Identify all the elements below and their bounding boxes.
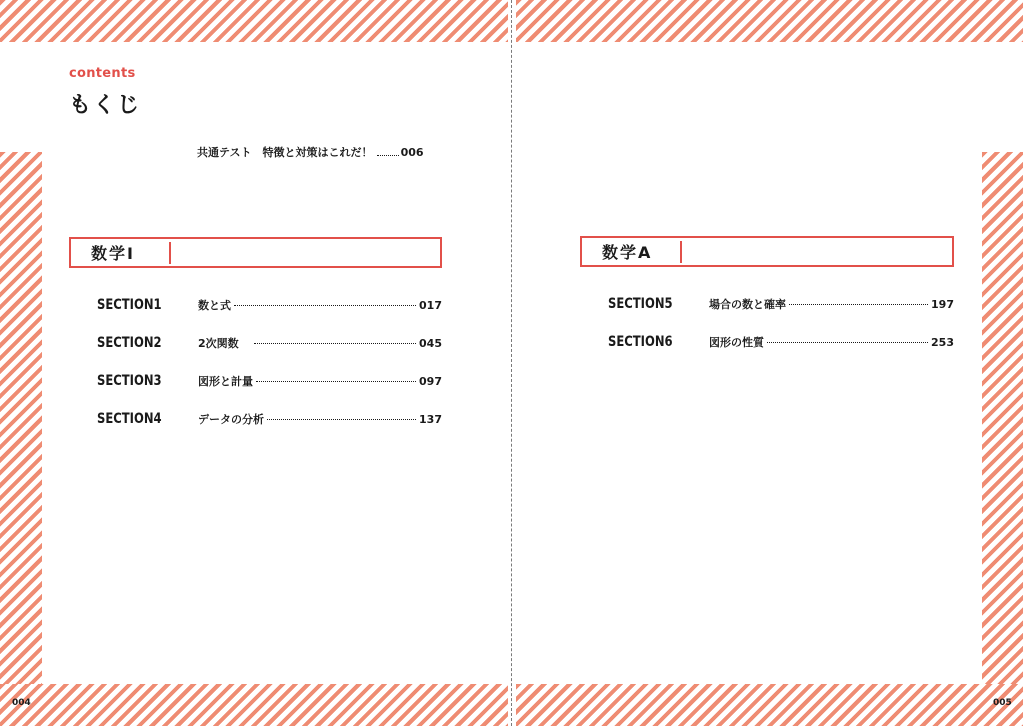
top-hatch-band-left <box>0 0 508 42</box>
subject-label: 数学A <box>602 243 653 262</box>
leader-dots <box>234 305 416 306</box>
bottom-hatch-band-right <box>516 684 1023 726</box>
section-number: SECTION6 <box>608 334 673 350</box>
toc-row[interactable] <box>608 294 954 314</box>
side-hatch-band-left <box>0 152 42 726</box>
side-hatch-band-right <box>982 152 1023 726</box>
toc-row[interactable] <box>608 332 954 352</box>
leader-dots <box>267 419 416 420</box>
leader-dots <box>767 342 928 343</box>
contents-label: contents <box>69 66 136 81</box>
subject-header-math1 <box>69 237 442 268</box>
section-title: 図形の性質 <box>709 336 764 349</box>
intro-entry[interactable] <box>197 144 442 160</box>
section-page: 017 <box>419 298 442 312</box>
toc-row[interactable] <box>97 333 442 353</box>
leader-dots <box>256 381 416 382</box>
section-page: 253 <box>931 335 954 349</box>
section-number: SECTION4 <box>97 411 162 427</box>
section-number: SECTION2 <box>97 335 162 351</box>
leader-dots <box>789 304 928 305</box>
section-page: 137 <box>419 412 442 426</box>
section-title: 図形と計量 <box>198 375 253 388</box>
subject-divider <box>680 241 682 263</box>
section-number: SECTION5 <box>608 296 673 312</box>
left-page <box>0 0 511 726</box>
section-title: 2次関数 <box>198 337 239 350</box>
section-number: SECTION1 <box>97 297 162 313</box>
intro-page: 006 <box>400 146 424 159</box>
bottom-hatch-band-left <box>0 684 508 726</box>
section-page: 045 <box>419 336 442 350</box>
subject-header-mathA <box>580 236 954 267</box>
section-title: 場合の数と確率 <box>709 298 786 311</box>
section-title: 数と式 <box>198 299 231 312</box>
toc-row[interactable] <box>97 371 442 391</box>
intro-text: 共通テスト 特徴と対策はこれだ！ <box>197 146 373 159</box>
toc-row[interactable] <box>97 409 442 429</box>
right-page <box>512 0 1023 726</box>
page-number-left: 004 <box>12 698 31 708</box>
page-number-right: 005 <box>993 698 1012 708</box>
toc-row[interactable] <box>97 295 442 315</box>
subject-label: 数学Ⅰ <box>91 244 135 263</box>
top-hatch-band-right <box>516 0 1023 42</box>
section-page: 197 <box>931 297 954 311</box>
section-title: データの分析 <box>198 413 264 426</box>
leader-dots <box>377 155 399 156</box>
subject-divider <box>169 242 171 264</box>
page-title: もくじ <box>69 93 142 118</box>
leader-dots <box>254 343 416 344</box>
section-number: SECTION3 <box>97 373 162 389</box>
section-page: 097 <box>419 374 442 388</box>
